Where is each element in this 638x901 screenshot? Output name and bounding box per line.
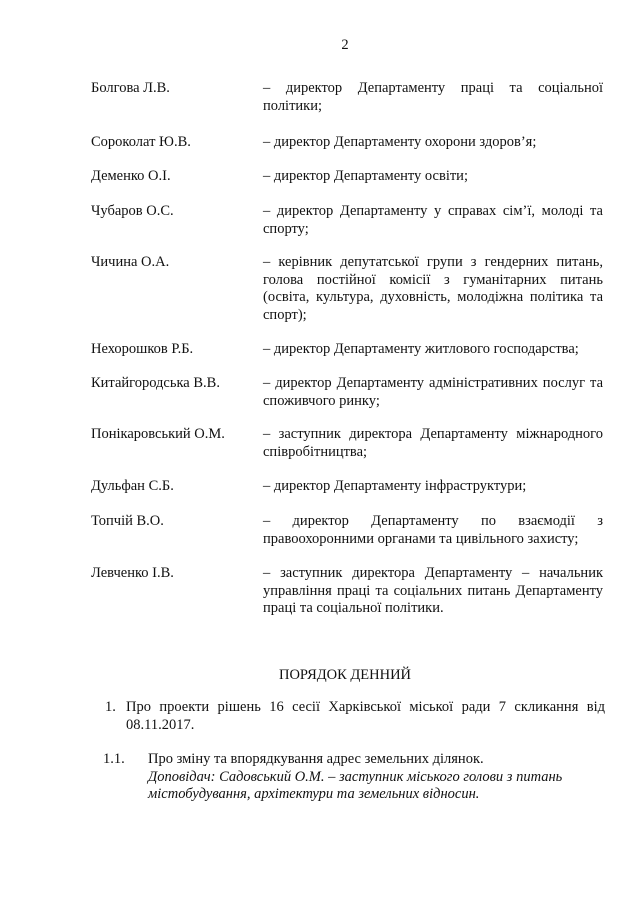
agenda-item-number: 1. — [105, 699, 116, 715]
agenda-heading: ПОРЯДОК ДЕННИЙ — [278, 667, 412, 683]
attendee-name: Сороколат Ю.В. — [91, 134, 191, 150]
attendee-name: Чубаров О.С. — [91, 203, 174, 219]
attendee-role: – директор Департаменту охорони здоров’я; — [263, 134, 537, 150]
attendee-role: – директор Департаменту праці та соціальної політики; — [263, 80, 603, 114]
attendee-name: Чичина О.А. — [91, 254, 170, 270]
attendee-role: – директор Департаменту адміністративних послуг та споживчого ринку; — [263, 375, 603, 409]
attendee-role: – заступник директора Департаменту міжнародного співробітництва; — [263, 426, 603, 460]
attendee-role: – директор Департаменту освіти; — [263, 168, 468, 184]
agenda-subitem-title: Про зміну та впорядкування адрес земельних ділянок. — [148, 751, 484, 767]
attendee-name: Дульфан С.Б. — [91, 478, 174, 494]
attendee-name: Понікаровський О.М. — [91, 426, 225, 442]
attendee-name: Китайгородська В.В. — [91, 375, 220, 391]
page-number: 2 — [341, 37, 349, 53]
attendee-role: – керівник депутатської групи з гендерних питань, голова постійної комісії з гуманітарних питань (освіта, культура, духовність, молодіжна політика та спорт); — [263, 254, 603, 323]
agenda-subitem-speaker: Доповідач: Садовський О.М. – заступник міського голови з питань містобудування, архітектури та земельних відносин. — [148, 768, 563, 802]
agenda-item-text: Про проекти рішень 16 сесії Харківської міської ради 7 скликання від 08.11.2017. — [126, 699, 605, 733]
agenda-subitem-number: 1.1. — [103, 751, 125, 767]
attendee-name: Деменко О.І. — [91, 168, 171, 184]
attendee-name: Левченко І.В. — [91, 565, 174, 581]
attendee-role: – директор Департаменту інфраструктури; — [263, 478, 527, 494]
attendee-role: – директор Департаменту по взаємодії з правоохоронними органами та цивільного захисту; — [263, 513, 603, 547]
attendee-name: Нехорошков Р.Б. — [91, 341, 194, 357]
attendee-role: – директор Департаменту у справах сім’ї, молоді та спорту; — [263, 203, 603, 237]
agenda-subitem-body — [148, 751, 603, 804]
attendee-name: Топчій В.О. — [91, 513, 164, 529]
attendee-role: – заступник директора Департаменту – начальник управління праці та соціальних питань Департаменту праці та соціальної політики. — [263, 565, 603, 616]
attendee-role: – директор Департаменту житлового господарства; — [263, 341, 579, 357]
attendee-name: Болгова Л.В. — [91, 80, 170, 96]
